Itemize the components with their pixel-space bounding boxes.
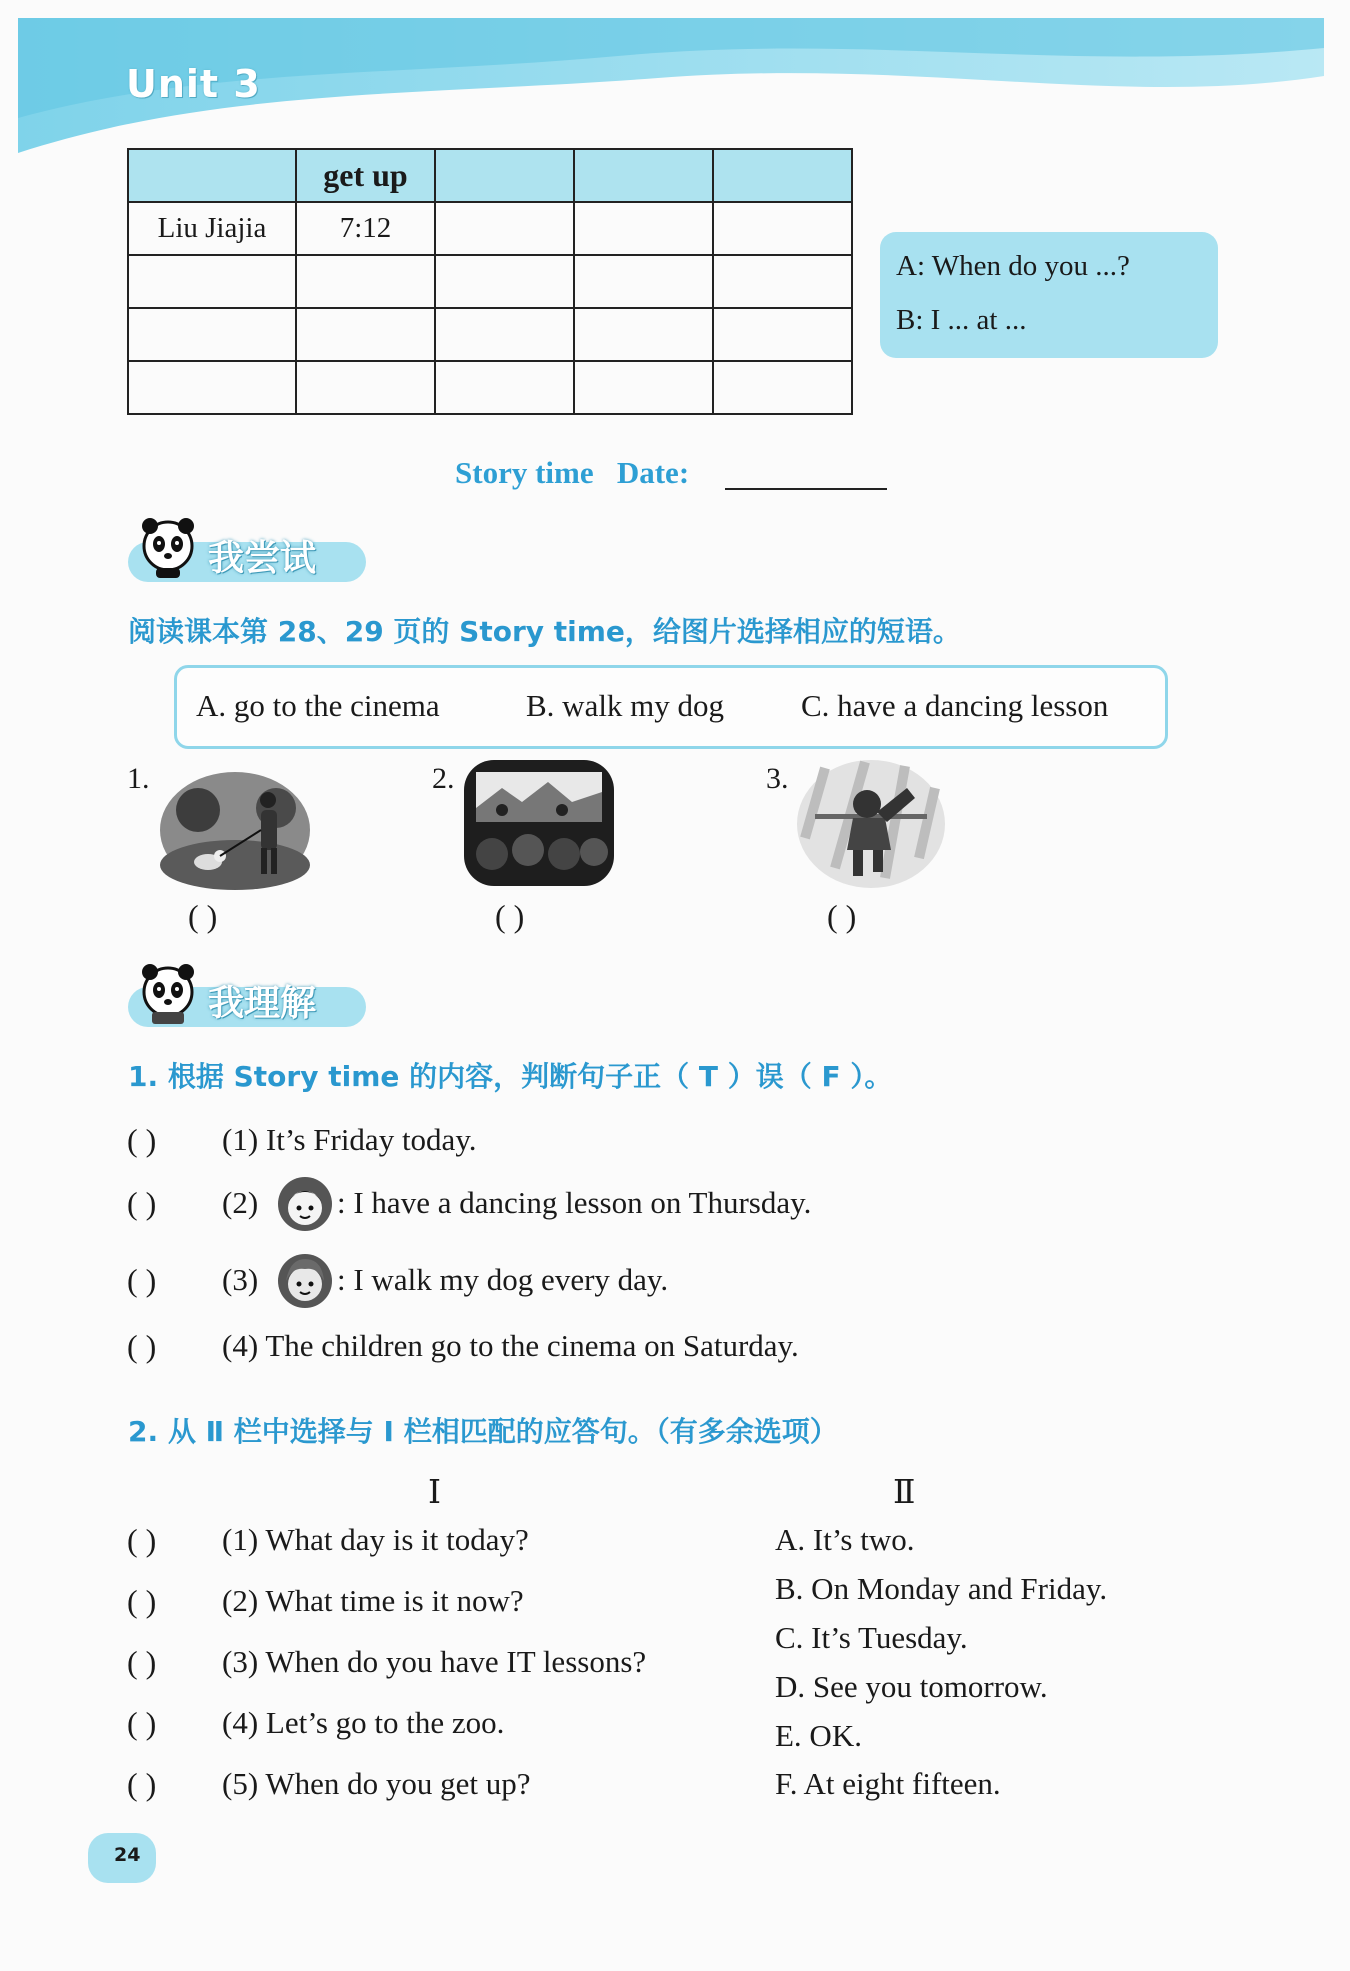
dancing-lesson-picture (795, 758, 947, 890)
table-cell[interactable] (713, 361, 852, 414)
table-cell[interactable] (128, 255, 296, 308)
statement-text: (1) It’s Friday today. (222, 1122, 477, 1157)
question-text: (2) What time is it now? (222, 1583, 524, 1618)
answer-paren[interactable]: ( ) (127, 1644, 157, 1680)
table-cell[interactable] (435, 255, 574, 308)
table-row (128, 361, 852, 414)
table-header-row (128, 149, 852, 202)
statement-text: : I walk my dog every day. (337, 1262, 669, 1297)
dialogue-line-a: A: When do you ...? (896, 250, 1130, 282)
question-text: (3) When do you have IT lessons? (222, 1644, 647, 1679)
date-label: Date: (616, 455, 690, 490)
q1-instruction: 1. 根据 Story time 的内容，判断句子正（ T ）误（ F ）。 (128, 1060, 893, 1093)
table-cell[interactable] (296, 255, 435, 308)
answer-option: E. OK. (775, 1718, 862, 1753)
dialogue-bubble (880, 232, 1218, 358)
picture-number: 1. (127, 762, 150, 795)
table-cell[interactable] (574, 361, 713, 414)
table-cell[interactable] (713, 308, 852, 361)
table-cell[interactable] (574, 255, 713, 308)
option-c: C. have a dancing lesson (801, 688, 1109, 723)
table-cell[interactable] (128, 308, 296, 361)
page-number: 24 (114, 1844, 141, 1866)
statement-number: (3) (222, 1262, 259, 1297)
schedule-table (127, 148, 853, 415)
answer-option: D. See you tomorrow. (775, 1669, 1048, 1704)
option-a: A. go to the cinema (196, 688, 440, 723)
answer-paren[interactable]: ( ) (495, 898, 525, 934)
table-cell: 7:12 (296, 202, 435, 255)
unit-title: Unit 3 (126, 62, 261, 106)
column-i-heading: Ⅰ (428, 1475, 442, 1511)
picture-number: 3. (766, 762, 789, 795)
table-cell[interactable] (713, 255, 852, 308)
table-cell[interactable] (574, 202, 713, 255)
answer-paren[interactable]: ( ) (127, 1328, 157, 1364)
section-label-understand: 我理解 (208, 983, 317, 1024)
answer-option: C. It’s Tuesday. (775, 1620, 968, 1655)
question-text: (4) Let’s go to the zoo. (222, 1705, 505, 1740)
table-cell: get up (296, 149, 435, 202)
table-cell: Liu Jiajia (128, 202, 296, 255)
table-row (128, 255, 852, 308)
column-ii-heading: Ⅱ (893, 1475, 916, 1511)
answer-paren[interactable]: ( ) (127, 1766, 157, 1802)
answer-paren[interactable]: ( ) (127, 1522, 157, 1558)
answer-paren[interactable]: ( ) (127, 1185, 157, 1221)
answer-option: B. On Monday and Friday. (775, 1571, 1108, 1606)
answer-paren[interactable]: ( ) (127, 1705, 157, 1741)
table-cell (128, 149, 296, 202)
table-cell[interactable] (574, 149, 713, 202)
answer-paren[interactable]: ( ) (127, 1583, 157, 1619)
section-label-try: 我尝试 (208, 538, 317, 579)
answer-paren[interactable]: ( ) (127, 1262, 157, 1298)
table-cell[interactable] (296, 361, 435, 414)
question-text: (5) When do you get up? (222, 1766, 531, 1801)
table-row (128, 308, 852, 361)
answer-paren[interactable]: ( ) (127, 1122, 157, 1158)
panda-icon (138, 516, 198, 580)
table-cell[interactable] (713, 149, 852, 202)
dialogue-line-b: B: I ... at ... (896, 304, 1027, 336)
table-cell[interactable] (435, 149, 574, 202)
answer-option: F. At eight fifteen. (775, 1766, 1001, 1801)
table-cell[interactable] (435, 308, 574, 361)
walk-dog-picture (158, 770, 312, 890)
picture-number: 2. (432, 762, 455, 795)
statement-text: : I have a dancing lesson on Thursday. (337, 1185, 812, 1220)
panda-icon (138, 962, 198, 1026)
girl-avatar-icon (276, 1174, 334, 1234)
statement-text: (4) The children go to the cinema on Saturday. (222, 1328, 799, 1363)
question-text: (1) What day is it today? (222, 1522, 529, 1557)
table-cell[interactable] (435, 361, 574, 414)
story-heading (455, 455, 689, 491)
table-row (128, 202, 852, 255)
answer-paren[interactable]: ( ) (827, 898, 857, 934)
boy-avatar-icon (276, 1251, 334, 1311)
table-cell[interactable] (435, 202, 574, 255)
answer-paren[interactable]: ( ) (188, 898, 218, 934)
try-instruction: 阅读课本第 28、29 页的 Story time，给图片选择相应的短语。 (128, 615, 961, 648)
table-cell[interactable] (128, 361, 296, 414)
story-title: Story time (455, 455, 594, 490)
option-b: B. walk my dog (526, 688, 725, 723)
date-input-line[interactable] (725, 488, 887, 490)
answer-option: A. It’s two. (775, 1522, 915, 1557)
table-cell[interactable] (296, 308, 435, 361)
q2-instruction: 2. 从 Ⅱ 栏中选择与 Ⅰ 栏相匹配的应答句。（有多余选项） (128, 1415, 838, 1448)
cinema-picture (462, 758, 616, 888)
table-cell[interactable] (713, 202, 852, 255)
table-cell[interactable] (574, 308, 713, 361)
statement-number: (2) (222, 1185, 259, 1220)
